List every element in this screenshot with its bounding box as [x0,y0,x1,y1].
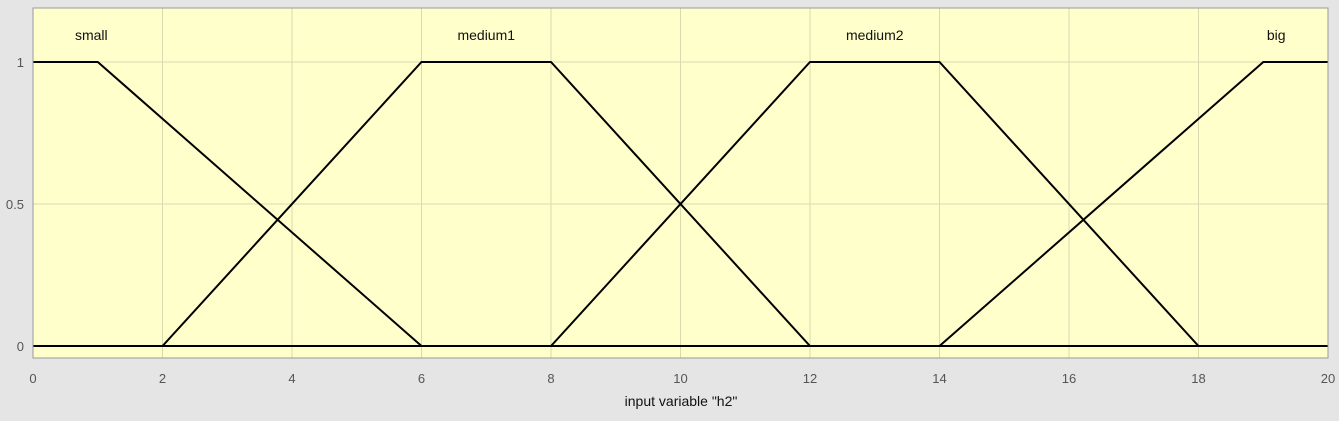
series-label-small: small [74,27,108,43]
x-axis-label: input variable "h2" [624,393,738,409]
y-tick-label: 0.5 [5,197,24,212]
x-tick-label: 12 [802,371,818,386]
y-tick-labels [6,55,24,354]
x-tick-label: 14 [932,371,947,386]
series-label-medium2: medium2 [845,27,904,43]
series-label-medium1: medium1 [457,27,516,43]
x-tick-label: 6 [417,371,426,386]
x-tick-label: 18 [1191,371,1206,386]
x-tick-label: 16 [1061,371,1077,386]
series-label-big: big [1266,27,1286,43]
x-tick-labels [29,371,1335,386]
x-tick-label: 10 [673,371,688,386]
y-tick-label: 1 [16,55,24,70]
x-tick-label: 2 [158,371,167,386]
y-tick-label: 0 [16,339,24,354]
x-tick-label: 8 [547,371,555,386]
x-tick-label: 0 [29,371,37,386]
x-tick-label: 4 [288,371,296,386]
x-tick-label: 20 [1320,371,1336,386]
